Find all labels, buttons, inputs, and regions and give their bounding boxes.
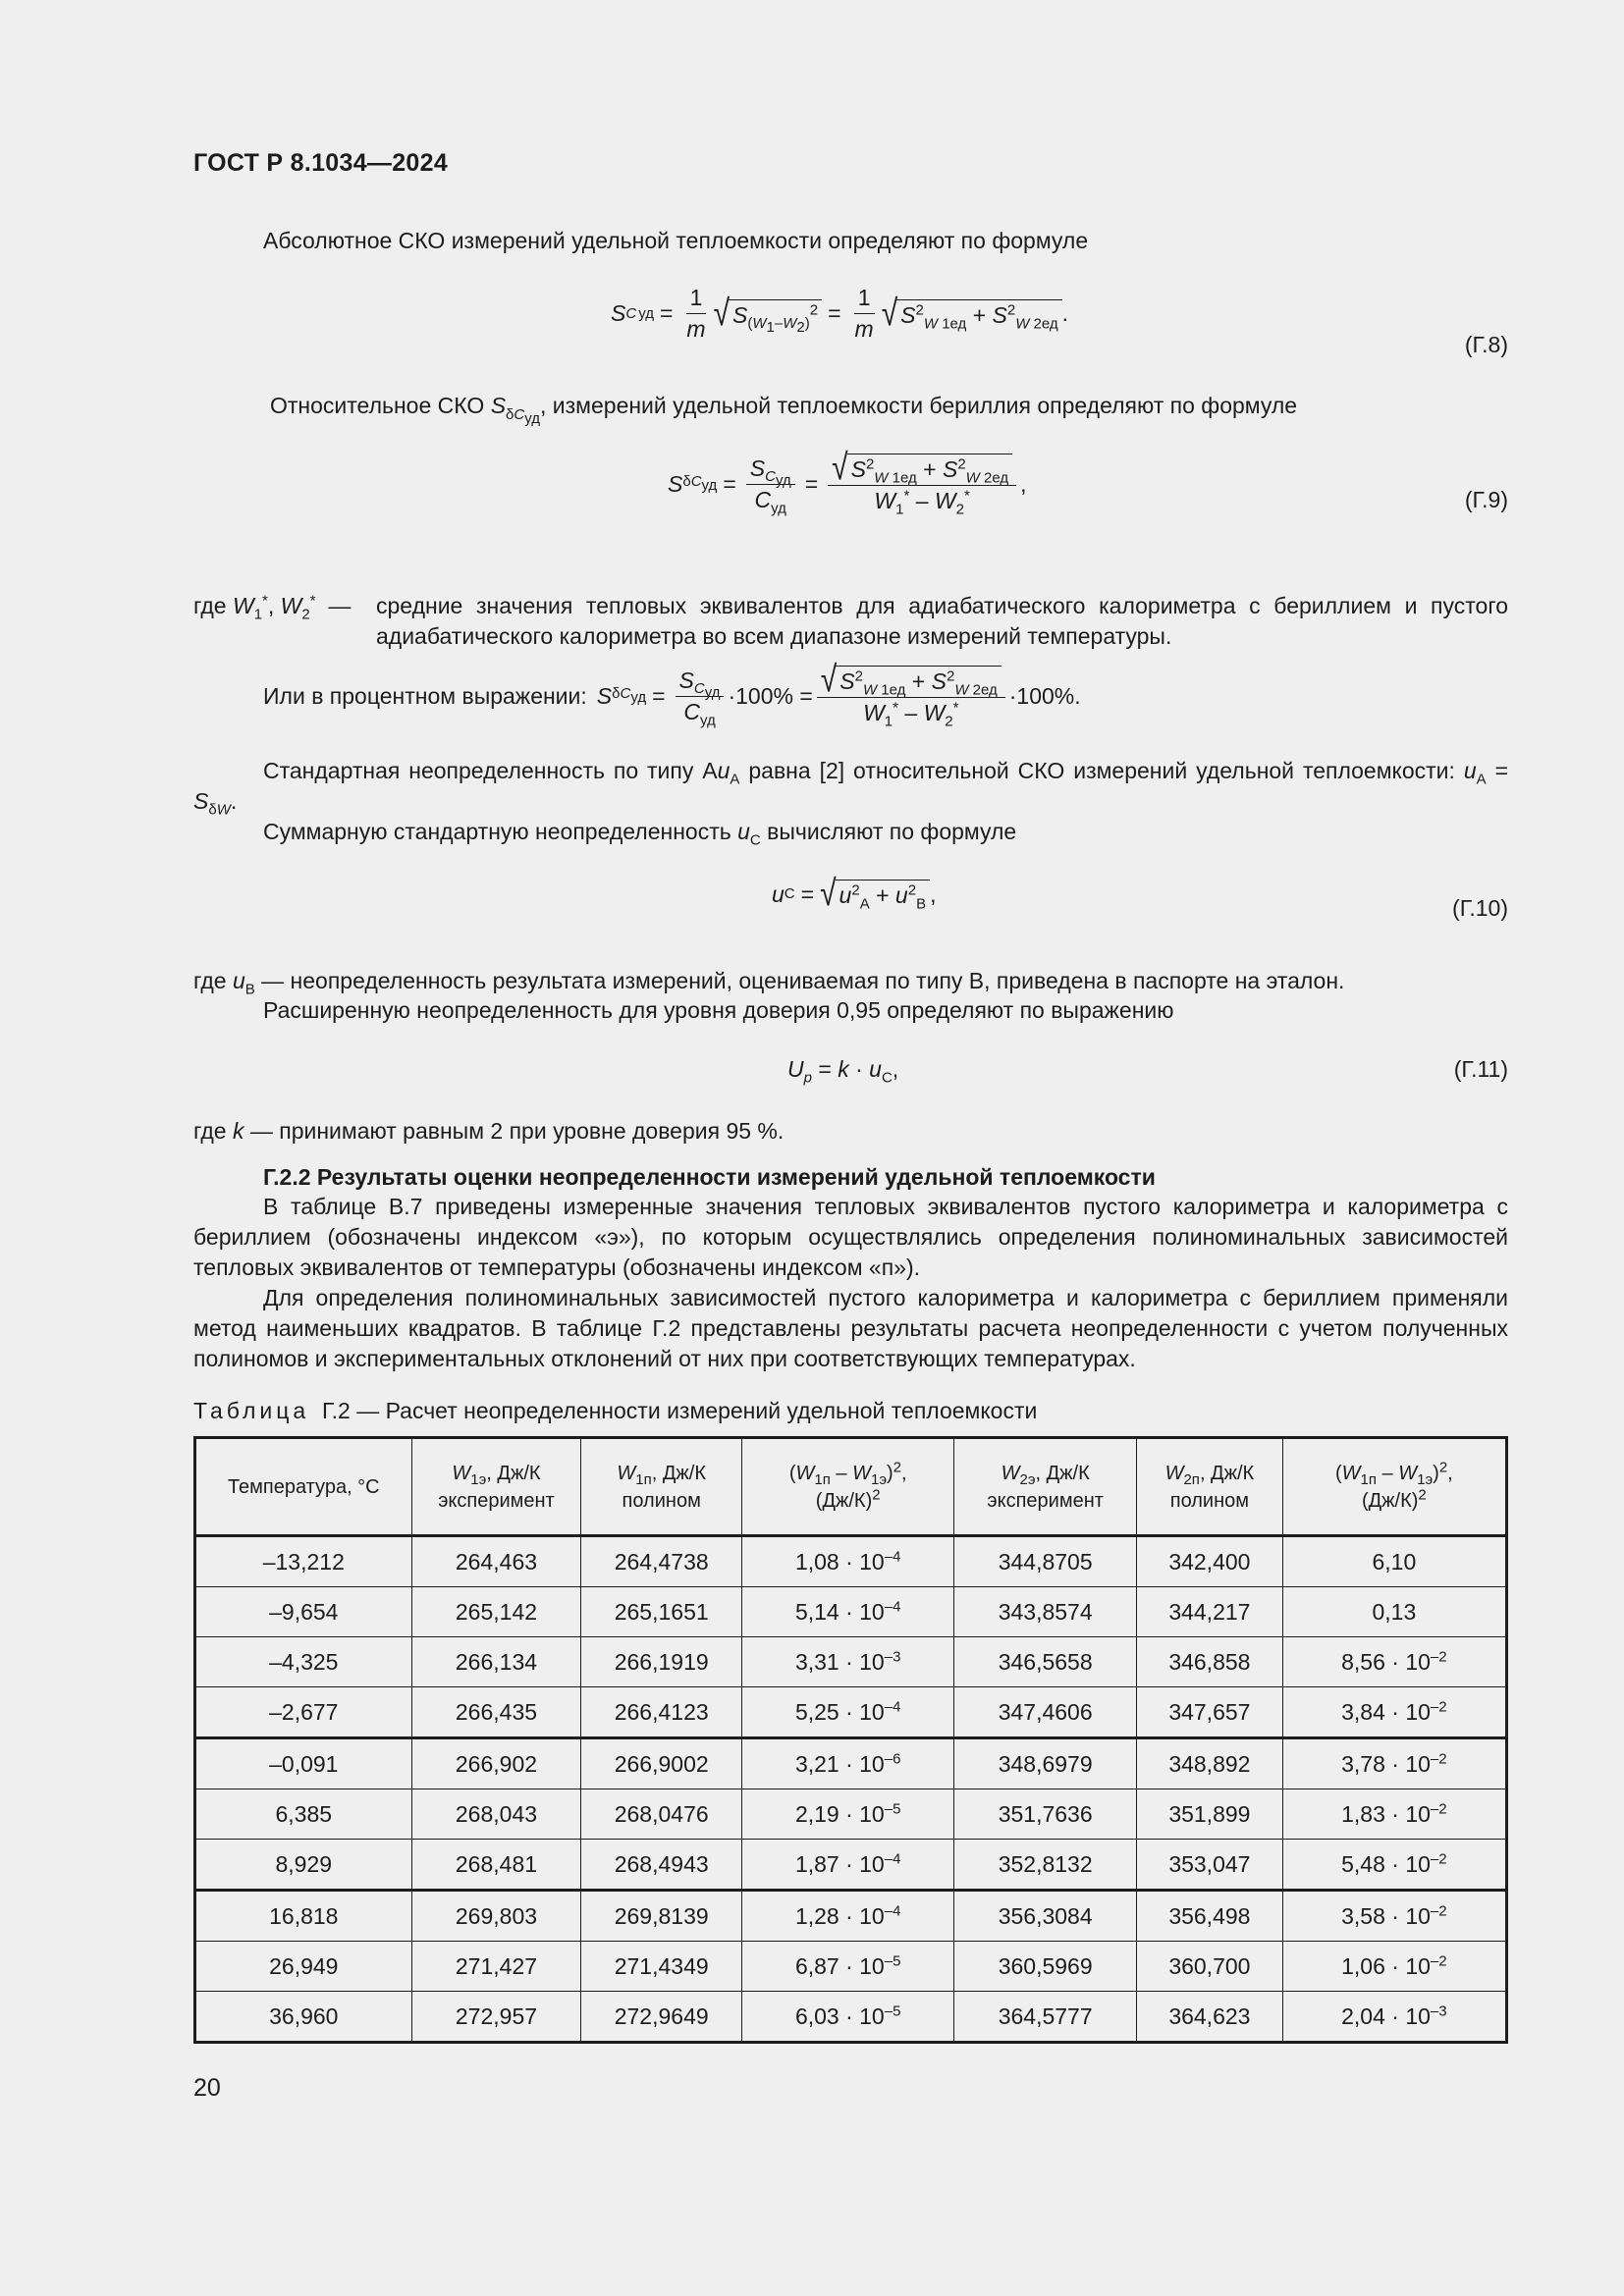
- cell-w2e: 360,5969: [954, 1942, 1137, 1992]
- cell-w2e: 346,5658: [954, 1637, 1137, 1687]
- cell-diff2-mantissa: 3,78: [1341, 1750, 1385, 1777]
- cell-diff2-exponent: –3: [1430, 2002, 1447, 2019]
- cell-w1p: 266,1919: [581, 1637, 742, 1687]
- header-w1e-sub: эксперимент: [438, 1489, 555, 1512]
- cell-diff1: $3,21 \cdot 10^{-6}$: [742, 1738, 954, 1789]
- rel-sko-text-b: , измерений удельной теплоемкости бериллия определяют по формуле: [540, 393, 1298, 418]
- cell-temperature: 6,385: [195, 1789, 412, 1840]
- cell-w1p: 271,4349: [581, 1942, 742, 1992]
- where-w-label: где: [193, 593, 227, 618]
- cell-diff1: $5,25 \cdot 10^{-4}$: [742, 1687, 954, 1738]
- cell-diff1: $3,31 \cdot 10^{-3}$: [742, 1637, 954, 1687]
- cell-w2e: 356,3084: [954, 1891, 1137, 1942]
- cell-diff2-mantissa: 8,56: [1341, 1648, 1385, 1675]
- table-caption-rest: Г.2 — Расчет неопределенности измерений удельной теплоемкости: [321, 1398, 1038, 1423]
- table-row: [195, 1687, 1507, 1738]
- cell-diff2: $1,06 \cdot 10^{-2}$: [1282, 1942, 1506, 1992]
- cell-w1e: 265,142: [411, 1587, 581, 1637]
- cell-w1e: 269,803: [411, 1891, 581, 1942]
- cell-w2e: 347,4606: [954, 1687, 1137, 1738]
- cell-w2p: 360,700: [1137, 1942, 1283, 1992]
- table-header-row: [195, 1438, 1507, 1536]
- formula-g9: S $\delta C_{уд}$ = $\frac{S_{C_{уд}}}{C_{уд}}$ = √ $S^2_{W 1ед} + S^2_{W 2ед}$ $W_1^* - W_2^*$ ,: [668, 447, 1027, 518]
- where-k-text: — принимают равным 2 при уровне доверия 95 %.: [249, 1118, 785, 1144]
- header-w1p-sub: полином: [622, 1489, 701, 1512]
- cell-temperature: 26,949: [195, 1942, 412, 1992]
- cell-diff1-mantissa: 3,31: [794, 1648, 839, 1675]
- cell-diff1: $5,14 \cdot 10^{-4}$: [742, 1587, 954, 1637]
- header-diff1-unit: (Дж/К): [815, 1489, 873, 1512]
- percent-label: Или в процентном выражении:: [263, 682, 587, 709]
- table-row: [195, 1840, 1507, 1891]
- equation-number-g9: (Г.9): [1464, 487, 1508, 512]
- cell-temperature: –9,654: [195, 1587, 412, 1637]
- paragraph-rel-sko: Относительное СКО $S_{\delta C_{уд}}$, измерений удельной теплоемкости бериллия определяют по формуле: [270, 393, 1298, 427]
- cell-w1e: 266,435: [411, 1687, 581, 1738]
- formula-g10: u C = √ $u^2_A + u^2_B$ ,: [772, 873, 937, 914]
- table-row: [195, 1587, 1507, 1637]
- cell-diff1-mantissa: 6,87: [794, 1952, 839, 1979]
- paragraph-expanded: Расширенную неопределенность для уровня доверия 0,95 определяют по выражению: [263, 997, 1174, 1023]
- cell-diff1-exponent: –6: [884, 1749, 901, 1767]
- header-diff1: $(W_{1п} - W_{1э})^2$, $(Дж/К)^2$: [742, 1438, 954, 1536]
- cell-diff1-mantissa: 6,03: [794, 2002, 839, 2029]
- header-w2p: $W_{2п}$, Дж/К полином: [1137, 1438, 1283, 1536]
- cell-diff1-exponent: –4: [884, 1901, 901, 1919]
- formula-percent: Или в процентном выражении: S $\delta C_{уд}$ = $\frac{S_{C_{уд}}}{C_{уд}}$ ·100% = √ $S^2_{W 1ед} + S^2_{W 2ед}$ $W_1^* - W_2^*$ ·100%.: [263, 659, 1081, 730]
- cell-diff2: [1282, 1536, 1506, 1587]
- cell-temperature: 8,929: [195, 1840, 412, 1891]
- cell-diff2: $1,83 \cdot 10^{-2}$: [1282, 1789, 1506, 1840]
- cell-w2e: 351,7636: [954, 1789, 1137, 1840]
- cell-diff2-exponent: –2: [1430, 1901, 1447, 1919]
- cell-w2p: 353,047: [1137, 1840, 1283, 1891]
- formula-g11: $U_p = k \cdot u_C$,: [787, 1056, 899, 1087]
- header-w2p-sub: полином: [1169, 1489, 1250, 1512]
- table-caption-word: Таблица: [193, 1398, 310, 1423]
- cell-w2e: 352,8132: [954, 1840, 1137, 1891]
- cell-diff2: $8,56 \cdot 10^{-2}$: [1282, 1637, 1506, 1687]
- table-caption: [193, 1396, 1037, 1426]
- cell-w2p: 347,657: [1137, 1687, 1283, 1738]
- cell-w1p: 268,4943: [581, 1840, 742, 1891]
- cell-temperature: 16,818: [195, 1891, 412, 1942]
- cell-diff1: $1,08 \cdot 10^{-4}$: [742, 1536, 954, 1587]
- header-w1e-unit: , Дж/К: [486, 1462, 541, 1484]
- header-w1e: $W_{1э}$, Дж/К эксперимент: [411, 1438, 581, 1536]
- cell-temperature: –0,091: [195, 1738, 412, 1789]
- cell-w2p: 342,400: [1137, 1536, 1283, 1587]
- header-w1p: $W_{1п}$, Дж/К полином: [581, 1438, 742, 1536]
- header-diff2: $(W_{1п} - W_{1э})^2$, $(Дж/К)^2$: [1282, 1438, 1506, 1536]
- header-w2e-unit: , Дж/К: [1035, 1462, 1090, 1484]
- cell-diff1-exponent: –3: [884, 1647, 901, 1665]
- cell-diff2-mantissa: 0,13: [1372, 1598, 1417, 1625]
- table-row: [195, 1738, 1507, 1789]
- cell-diff2-exponent: –2: [1430, 1749, 1447, 1767]
- cell-diff1-exponent: –4: [884, 1597, 901, 1615]
- paragraph-where-ub: где $u_B$ — неопределенность результата измерений, оцениваемая по типу В, приведена в паспорте на эталон.: [193, 968, 1345, 998]
- cell-diff2-mantissa: 5,48: [1341, 1850, 1385, 1877]
- paragraph-summary: Суммарную стандартную неопределенность $u_C$ вычисляют по формуле: [263, 819, 1017, 849]
- cell-w1e: 264,463: [411, 1536, 581, 1587]
- page-number: 20: [193, 2074, 221, 2102]
- cell-w2e: 344,8705: [954, 1536, 1137, 1587]
- equation-number-g10: (Г.10): [1452, 895, 1508, 921]
- where-ub-text: — неопределенность результата измерений, оцениваемая по типу В, приведена в паспорте на эталон.: [261, 968, 1345, 993]
- cell-w2e: 343,8574: [954, 1587, 1137, 1637]
- cell-w1e: 272,957: [411, 1992, 581, 2043]
- table-row: [195, 1536, 1507, 1587]
- cell-w1p: 272,9649: [581, 1992, 742, 2043]
- cell-diff1-exponent: –4: [884, 1697, 901, 1715]
- cell-temperature: –13,212: [195, 1536, 412, 1587]
- cell-diff1-mantissa: 2,19: [794, 1800, 839, 1827]
- table-row: [195, 1992, 1507, 2043]
- uncertainty-table: [193, 1436, 1508, 2044]
- table-body: [195, 1536, 1507, 2043]
- cell-temperature: 36,960: [195, 1992, 412, 2043]
- document-header: ГОСТ Р 8.1034—2024: [193, 149, 449, 177]
- cell-w2p: 344,217: [1137, 1587, 1283, 1637]
- cell-diff1: $6,03 \cdot 10^{-5}$: [742, 1992, 954, 2043]
- cell-diff1-mantissa: 5,14: [794, 1598, 839, 1625]
- cell-w1p: 269,8139: [581, 1891, 742, 1942]
- cell-w1e: 268,481: [411, 1840, 581, 1891]
- table-row: [195, 1942, 1507, 1992]
- cell-diff1: $1,87 \cdot 10^{-4}$: [742, 1840, 954, 1891]
- cell-diff2-mantissa: 1,83: [1341, 1800, 1385, 1827]
- cell-w2p: 351,899: [1137, 1789, 1283, 1840]
- cell-diff2-mantissa: 3,58: [1341, 1902, 1385, 1929]
- cell-diff1-mantissa: 1,28: [794, 1902, 839, 1929]
- cell-w2p: 364,623: [1137, 1992, 1283, 2043]
- header-w2e: $W_{2э}$, Дж/К эксперимент: [954, 1438, 1137, 1536]
- cell-w1p: 266,9002: [581, 1738, 742, 1789]
- rel-sko-text-a: Относительное СКО: [270, 393, 485, 418]
- summary-text-a: Суммарную стандартную неопределенность: [263, 819, 731, 844]
- cell-diff1: $6,87 \cdot 10^{-5}$: [742, 1942, 954, 1992]
- where-w-text: средние значения тепловых эквивалентов для адиабатического калориметра с бериллием и пустого адиабатического калориметра во всем диапазоне измерений температуры.: [376, 593, 1508, 649]
- header-w2p-unit: , Дж/К: [1199, 1462, 1255, 1484]
- table-row: [195, 1891, 1507, 1942]
- cell-diff2-exponent: –2: [1430, 1697, 1447, 1715]
- cell-w1e: 266,134: [411, 1637, 581, 1687]
- cell-w2p: 356,498: [1137, 1891, 1283, 1942]
- cell-diff1-mantissa: 1,08: [794, 1548, 839, 1575]
- cell-w1p: 268,0476: [581, 1789, 742, 1840]
- paragraph-b7: В таблице В.7 приведены измеренные значения тепловых эквивалентов пустого калориметра и калориметра с бериллием (обозначены индексом «э»), по которым осуществлялись определения полиноминальных зависимостей тепловых эквивалентов от температуры (обозначены индексом «п»).: [193, 1194, 1508, 1280]
- cell-diff1-exponent: –4: [884, 1849, 901, 1867]
- cell-w1p: 266,4123: [581, 1687, 742, 1738]
- summary-text-b: вычисляют по формуле: [767, 819, 1017, 844]
- cell-diff1-exponent: –5: [884, 2002, 901, 2019]
- cell-diff1-mantissa: 5,25: [794, 1698, 839, 1725]
- table-row: [195, 1637, 1507, 1687]
- cell-temperature: –2,677: [195, 1687, 412, 1738]
- cell-diff1-exponent: –4: [884, 1547, 901, 1565]
- standard-a-text-a: Стандартная неопределенность по типу А: [263, 758, 718, 783]
- cell-diff2-mantissa: 6,10: [1372, 1548, 1417, 1575]
- cell-w2e: 364,5777: [954, 1992, 1137, 2043]
- standard-a-text-b: равна [2] относительной СКО измерений удельной теплоемкости:: [748, 758, 1455, 783]
- equation-number-g11: (Г.11): [1453, 1056, 1508, 1082]
- cell-diff2: $2,04 \cdot 10^{-3}$: [1282, 1992, 1506, 2043]
- paragraph-abs-sko: Абсолютное СКО измерений удельной теплоемкости определяют по формуле: [263, 228, 1089, 253]
- paragraph-where-k: где k — принимают равным 2 при уровне доверия 95 %.: [193, 1118, 785, 1144]
- cell-diff1-exponent: –5: [884, 1799, 901, 1817]
- cell-w2e: 348,6979: [954, 1738, 1137, 1789]
- cell-diff2-exponent: –2: [1430, 1647, 1447, 1665]
- cell-w1p: 264,4738: [581, 1536, 742, 1587]
- cell-w2p: 348,892: [1137, 1738, 1283, 1789]
- cell-diff1-mantissa: 3,21: [794, 1750, 839, 1777]
- cell-diff1-mantissa: 1,87: [794, 1850, 839, 1877]
- cell-diff2-exponent: –2: [1430, 1849, 1447, 1867]
- cell-diff2-mantissa: 1,06: [1341, 1952, 1385, 1979]
- cell-diff2-mantissa: 3,84: [1341, 1698, 1385, 1725]
- cell-diff2: [1282, 1587, 1506, 1637]
- where-w-label-block: где $W_1^*$, $W_2^*$ —: [193, 592, 352, 623]
- table-row: [195, 1789, 1507, 1840]
- cell-w1e: 271,427: [411, 1942, 581, 1992]
- cell-diff2: $3,78 \cdot 10^{-2}$: [1282, 1738, 1506, 1789]
- cell-diff2-exponent: –2: [1430, 1799, 1447, 1817]
- paragraph-method: Для определения полиноминальных зависимостей пустого калориметра и калориметра с бериллием применяли метод наименьших квадратов. В таблице Г.2 представлены результаты расчета неопределенности с учетом полученных полиномов и экспериментальных отклонений от них при соответствующих температурах.: [193, 1285, 1508, 1371]
- header-temperature: Температура, °C: [195, 1438, 412, 1536]
- equation-number-g8: (Г.8): [1464, 332, 1508, 357]
- cell-diff1: $1,28 \cdot 10^{-4}$: [742, 1891, 954, 1942]
- cell-diff2: $5,48 \cdot 10^{-2}$: [1282, 1840, 1506, 1891]
- header-w2e-sub: эксперимент: [987, 1489, 1104, 1512]
- cell-temperature: –4,325: [195, 1637, 412, 1687]
- cell-diff2: $3,58 \cdot 10^{-2}$: [1282, 1891, 1506, 1942]
- cell-diff2-exponent: –2: [1430, 1951, 1447, 1969]
- header-diff2-unit: (Дж/К): [1361, 1489, 1419, 1512]
- cell-diff2: $3,84 \cdot 10^{-2}$: [1282, 1687, 1506, 1738]
- paragraph-standard-a: Стандартная неопределенность по типу $Аu_A$ равна [2] относительной СКО измерений удельной теплоемкости: $u_A = S_{\delta W}$.: [193, 758, 1509, 819]
- cell-diff1: $2,19 \cdot 10^{-5}$: [742, 1789, 954, 1840]
- cell-diff1-exponent: –5: [884, 1951, 901, 1969]
- cell-w1p: 265,1651: [581, 1587, 742, 1637]
- formula-g8: S C уд = $\frac{1}{m}$ √ $S_{(W_1-W_2)}^2$ = $\frac{1}{m}$ √ $S^2_{W 1ед} + S^2_{W 2ед}$ .: [611, 285, 1069, 342]
- cell-diff2-mantissa: 2,04: [1341, 2002, 1385, 2029]
- section-title: Г.2.2 Результаты оценки неопределенности измерений удельной теплоемкости: [263, 1164, 1156, 1190]
- cell-w1e: 268,043: [411, 1789, 581, 1840]
- cell-w2p: 346,858: [1137, 1637, 1283, 1687]
- cell-w1e: 266,902: [411, 1738, 581, 1789]
- header-w1p-unit: , Дж/К: [651, 1462, 706, 1484]
